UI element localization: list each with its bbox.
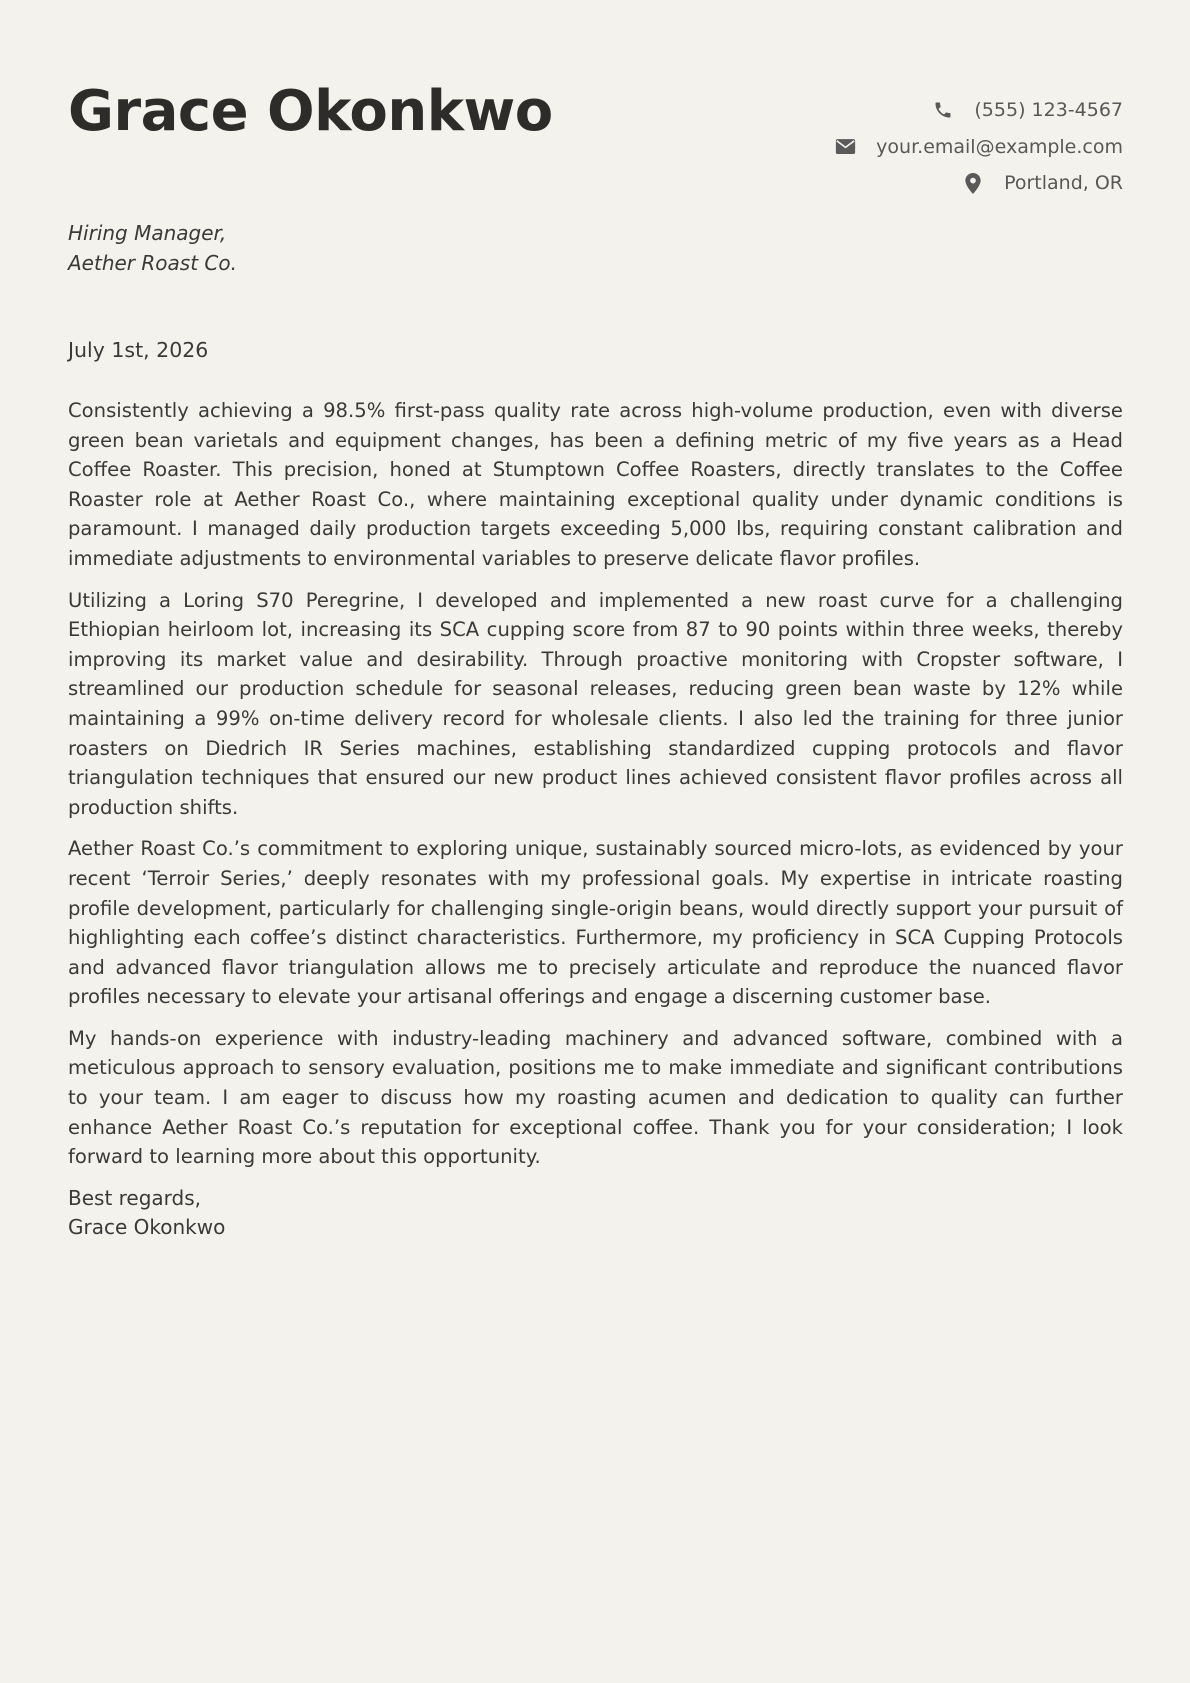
letter-header — [68, 0, 1123, 210]
letter-date: July 1st, 2026 — [68, 338, 209, 362]
applicant-name: Grace Okonkwo — [68, 79, 553, 144]
contact-location — [834, 165, 1123, 202]
closing-salutation: Best regards, — [68, 1185, 202, 1210]
phone-text[interactable]: (555) 123-4567 — [974, 99, 1123, 122]
contact-phone — [834, 92, 1123, 129]
body-paragraph: Utilizing a Loring S70 Peregrine, I developed and implemented a new roast curve for a challenging Ethiopian heirloom lot, increasing its SCA cupping score from 87 to 90 points within three weeks, thereby improving its market value and desirability. Through proactive monitoring with Cropster software, I streamlined our production schedule for seasonal releases, reducing green bean waste by 12% while maintaining a 99% on-time delivery record for wholesale clients. I also led the training for three junior roasters on Diedrich IR Series machines, establishing standardized cupping protocols and flavor triangulation techniques that ensured our new product lines achieved consistent flavor profiles across all production shifts. — [68, 588, 1123, 819]
body-paragraph: My hands-on experience with industry-leading machinery and advanced software, combined with a meticulous approach to sensory evaluation, positions me to make immediate and significant contributions to your team. I am eager to discuss how my roasting acumen and dedication to quality can further enhance Aether Roast Co.’s reputation for exceptional coffee. Thank you for your consideration; I look forward to learning more about this opportunity. — [68, 1026, 1123, 1169]
cover-letter-page — [68, 0, 1123, 1683]
recipient-block — [68, 218, 237, 278]
closing-signature: Grace Okonkwo — [68, 1215, 226, 1240]
contact-info — [834, 92, 1123, 202]
recipient-company: Aether Roast Co. — [68, 251, 237, 275]
body-paragraph: Aether Roast Co.’s commitment to exploring unique, sustainably sourced micro-lots, as evidenced by your recent ‘Terroir Series,’ deeply resonates with my professional goals. My expertise in intricate roasting profile development, particularly for challenging single-origin beans, would directly support your pursuit of highlighting each coffee’s distinct characteristics. Furthermore, my proficiency in SCA Cupping Protocols and advanced flavor triangulation allows me to precisely articulate and reproduce the nuanced flavor profiles necessary to elevate your artisanal offerings and engage a discerning customer base. — [68, 837, 1123, 1009]
location-text: Portland, OR — [1004, 172, 1123, 195]
email-text[interactable]: your.email@example.com — [876, 135, 1123, 158]
envelope-icon — [834, 136, 856, 158]
recipient-title: Hiring Manager, — [68, 221, 227, 245]
map-pin-icon — [962, 172, 984, 194]
contact-email — [834, 129, 1123, 166]
closing-block — [68, 1184, 1123, 1243]
phone-icon — [932, 99, 954, 121]
letter-body — [68, 396, 1123, 1243]
body-paragraph: Consistently achieving a 98.5% first-pass quality rate across high-volume production, even with diverse green bean varietals and equipment changes, has been a defining metric of my five years as a Head Coffee Roaster. This precision, honed at Stumptown Coffee Roasters, directly translates to the Coffee Roaster role at Aether Roast Co., where maintaining exceptional quality under dynamic conditions is paramount. I managed daily production targets exceeding 5,000 lbs, requiring constant calibration and immediate adjustments to environmental variables to preserve delicate flavor profiles. — [68, 399, 1123, 570]
